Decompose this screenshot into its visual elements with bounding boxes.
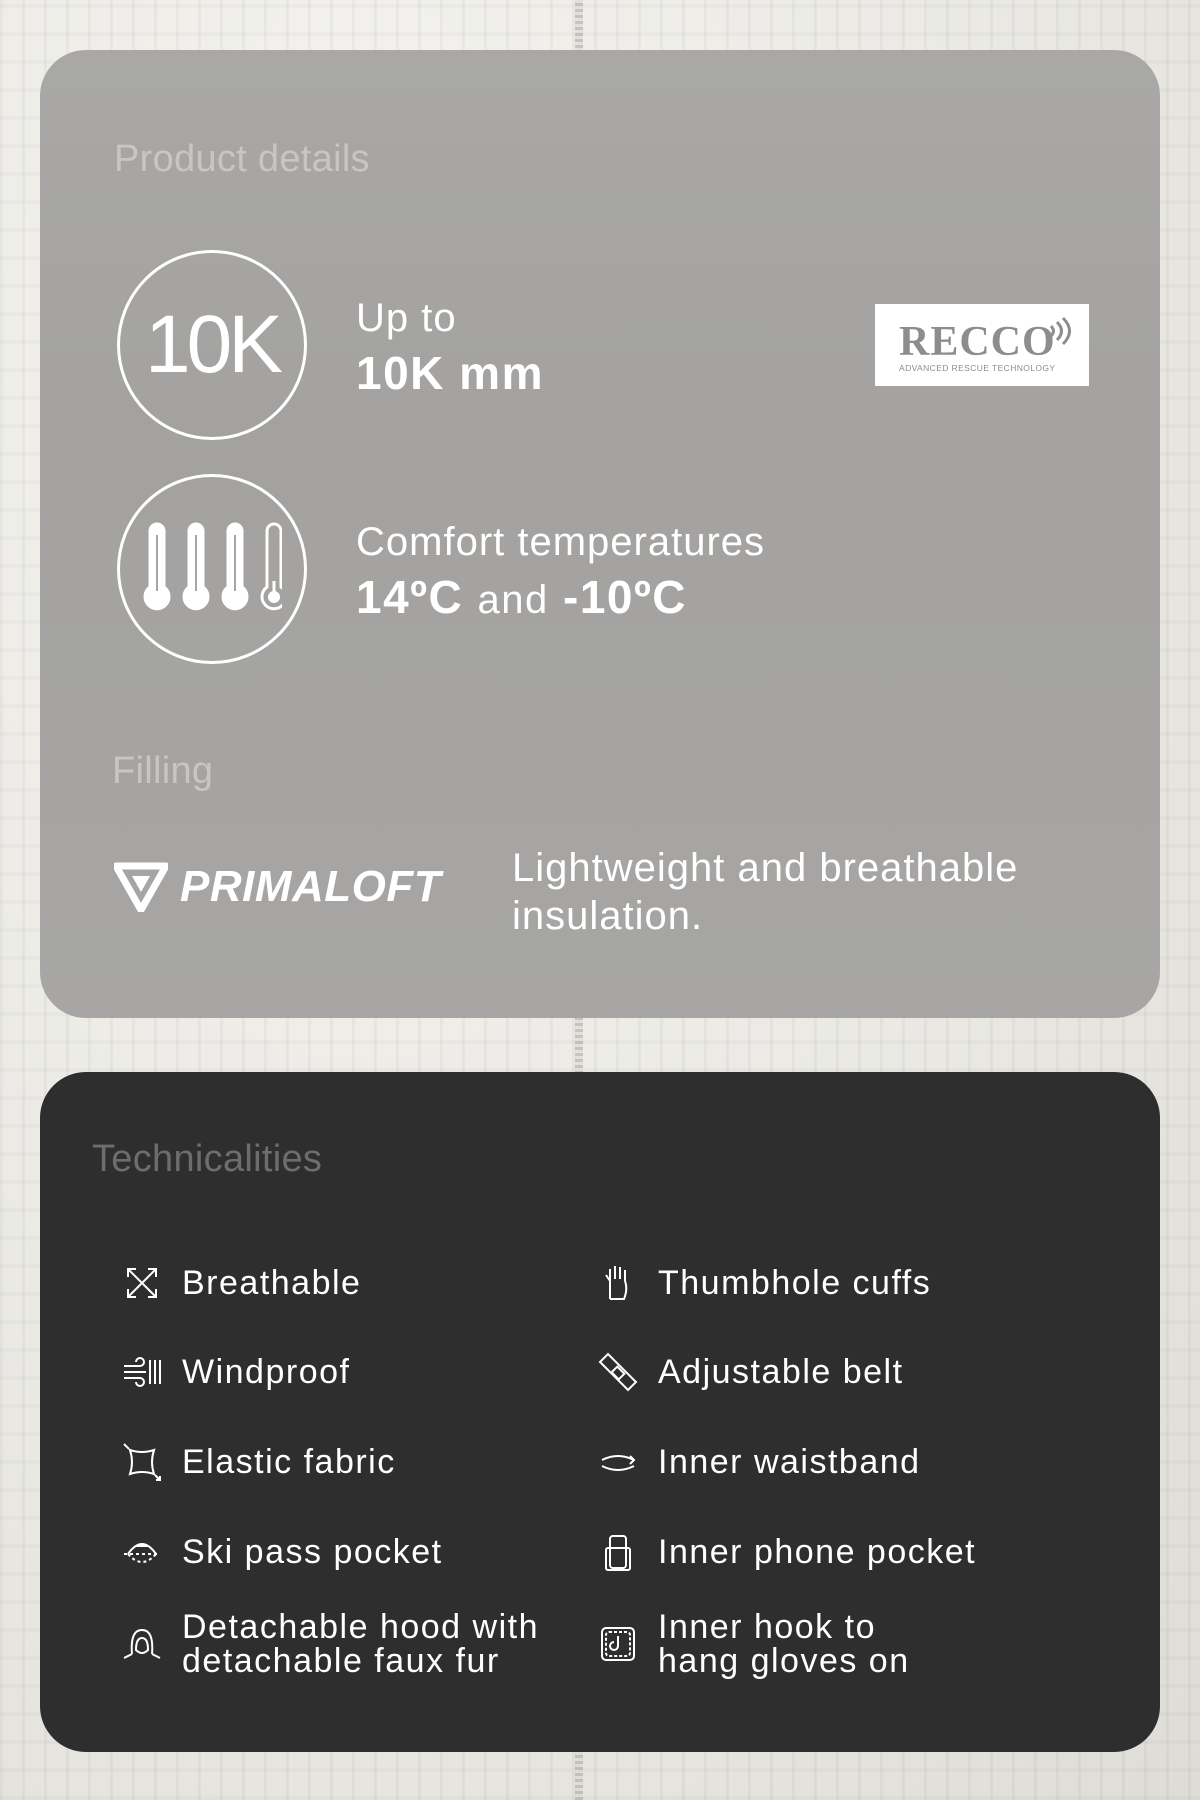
primaloft-logo: PRIMALOFT [180,862,442,911]
tech-label-windproof: Windproof [182,1353,351,1391]
tech-item-elastic [122,1442,396,1482]
tech-label-hook-line1: Inner hook to [658,1608,876,1646]
tech-label-belt: Adjustable belt [658,1353,904,1391]
temperature-value-b: -10ºC [563,571,688,623]
tech-label-hood-line1: Detachable hood with [182,1608,540,1646]
tech-item-breathable [122,1263,361,1303]
tech-label-hook-line2: hang gloves on [658,1642,910,1680]
waistband-icon [598,1442,638,1482]
filling-title: Filling [112,750,214,792]
tech-item-hook [598,1610,910,1678]
tech-item-hood [122,1610,539,1678]
wind-icon [122,1352,162,1392]
waterproof-badge-text: 10K [145,299,279,390]
tech-label-hood-line2: detachable faux fur [182,1642,500,1680]
tech-item-phone-pocket [598,1532,976,1572]
product-details-title: Product details [114,138,370,180]
waterproof-line2: 10K mm [356,347,544,399]
filling-description: Lightweight and breathable insulation. [512,846,1019,938]
tech-label-thumbhole: Thumbhole cuffs [658,1264,932,1302]
waterproof-badge [117,250,307,440]
temperature-line1: Comfort temperatures [356,520,766,564]
temperature-badge [117,474,307,664]
tech-item-ski-pass [122,1532,443,1572]
tech-label-breathable: Breathable [182,1264,362,1302]
tech-label-elastic: Elastic fabric [182,1443,396,1481]
waterproof-line1: Up to [356,296,457,340]
primaloft-logo-icon [114,862,168,912]
tech-item-thumbhole [598,1263,931,1303]
tech-label-waistband: Inner waistband [658,1443,921,1481]
temperature-joiner: and [477,578,549,622]
recco-name: RECCO [899,319,1056,365]
breathable-icon [122,1263,162,1303]
tech-item-waistband [598,1442,921,1482]
temperature-value-a: 14ºC [356,571,464,623]
recco-logo [875,304,1089,386]
ski-pass-icon [122,1532,162,1572]
tech-label-ski-pass: Ski pass pocket [182,1533,443,1571]
stretch-icon [122,1442,162,1482]
thermometers-icon [142,521,282,617]
technicalities-title: Technicalities [92,1138,323,1180]
temperature-line2 [356,570,687,624]
tech-item-windproof [122,1352,350,1392]
glove-icon [598,1263,638,1303]
hook-icon [598,1624,638,1664]
tech-label-hood [182,1610,539,1678]
tech-label-hook [658,1610,910,1678]
phone-pocket-icon [598,1532,638,1572]
hood-icon [122,1624,162,1664]
belt-icon [598,1352,638,1392]
tech-item-belt [598,1352,904,1392]
signal-icon [1047,314,1077,354]
tech-label-phone-pocket: Inner phone pocket [658,1533,977,1571]
recco-subtitle: ADVANCED RESCUE TECHNOLOGY [899,363,1056,373]
